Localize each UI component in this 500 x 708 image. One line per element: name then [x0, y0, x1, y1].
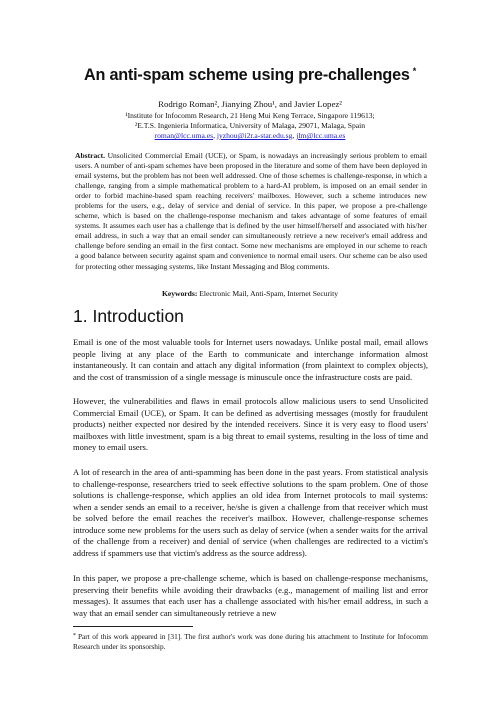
author-list: Rodrigo Roman², Jianying Zhou¹, and Javier Lopez² — [158, 99, 342, 109]
title-footnote-mark: * — [412, 66, 417, 76]
intro-paragraph-3: A lot of research in the area of anti-spamming has been done in the past years. From statistical analysis to challenge-response, researchers tried to seek effective solutions to the spam problem. One of those solutions is challenge-response, which applies an old idea from Internet protocols to mail systems: when a sender sends an email to a receiver, he/she is given a challenge from that receiver which must be solved before the email reaches the receiver's mailbox. However, challenge-response schemes introduce some new problems for the users such as delay of service (when a sender waits for the arrival of the challenge from a receiver) and denial of service (when challenges are redirected to a victim's address if spammers use that victim's address as the source address). — [73, 467, 428, 558]
paper-title — [0, 66, 500, 85]
email-link-1[interactable]: roman@lcc.uma.es — [154, 131, 214, 140]
footnote-text: Part of this work appeared in [31]. The first author's work was done during his attachment to Institute for Infocomm Research under its sponsorship. — [73, 632, 428, 651]
footnote — [73, 632, 428, 651]
keywords — [0, 289, 500, 298]
author-emails — [0, 131, 500, 140]
email-separator: , — [292, 131, 297, 140]
section-heading-introduction: 1. Introduction — [73, 306, 184, 326]
affiliation-2: ²E.T.S. Ingenieria Informatica, University of Malaga, 29071, Malaga, Spain — [134, 121, 366, 130]
abstract-label: Abstract. — [75, 151, 105, 160]
intro-paragraph-2: However, the vulnerabilities and flaws in email protocols allow malicious users to send Unsolicited Commercial Email (UCE), or Spam. It can be defined as advertising messages (mostly for fraudulent products) neither expected nor desired by the intended receivers. Since it is very easy to flood users' mailboxes with little investment, spam is a big threat to email systems, resulting in the loss of time and money to email users. — [73, 396, 428, 453]
abstract-text: Unsolicited Commercial Email (UCE), or Spam, is nowadays an increasingly serious problem to email users. A number of anti-spam schemes have been proposed in the literature and some of them have been deployed in email systems, but the problem has not been well addressed. One of those schemes is challenge-response, in which a challenge, ranging from a simple mathematical problem to a hard-AI problem, is imposed on an email sender in order to forbid machine-based spam reaching receivers' mailboxes. However, such a scheme introduces new problems for the users, e.g., delay of service and denial of service. In this paper, we propose a pre-challenge scheme, which is based on the challenge-response mechanism and takes advantage of some features of email systems. It assumes each user has a challenge that is defined by the user himself/herself and associated with his/her email address, in such a way that an email sender can simultaneously retrieve a new receiver's email address and challenge before sending an email in the first contact. Some new mechanisms are employed in our scheme to reach a good balance between security against spam and convenience to normal email users. Our scheme can be also used for protecting other messaging systems, like Instant Messaging and Blog comments. — [75, 151, 427, 271]
footnote-divider — [73, 626, 193, 627]
abstract — [75, 151, 427, 272]
intro-paragraph-1: Email is one of the most valuable tools for Internet users nowadays. Unlike postal mail, email allows people living at any place of the Earth to communicate and interchange information almost instantaneously. It can contain and attach any digital information (from plaintext to complex objects), and the cost of transmission of a single message is minuscule once the infrastructure costs are paid. — [73, 337, 428, 382]
keywords-text: Electronic Mail, Anti-Spam, Internet Security — [197, 289, 339, 298]
intro-paragraph-4: In this paper, we propose a pre-challenge scheme, which is based on challenge-response mechanisms, preserving their benefits while avoiding their drawbacks (e.g., management of mailing list and error messages). It assumes that each user has a challenge associated with his/her email address, in such a way that an email sender can simultaneously retrieve a new — [73, 573, 428, 618]
paper-title-text: An anti-spam scheme using pre-challenges — [83, 66, 410, 84]
email-link-2[interactable]: jyzhou@i2r.a-star.edu.sg — [216, 131, 293, 140]
email-separator: , — [213, 131, 217, 140]
affiliation-1: ¹Institute for Infocomm Research, 21 Heng Mui Keng Terrace, Singapore 119613; — [125, 111, 375, 120]
email-link-3[interactable]: jlm@lcc.uma.es — [296, 131, 346, 140]
footnote-mark: * — [73, 633, 76, 639]
keywords-label: Keywords: — [161, 289, 198, 298]
